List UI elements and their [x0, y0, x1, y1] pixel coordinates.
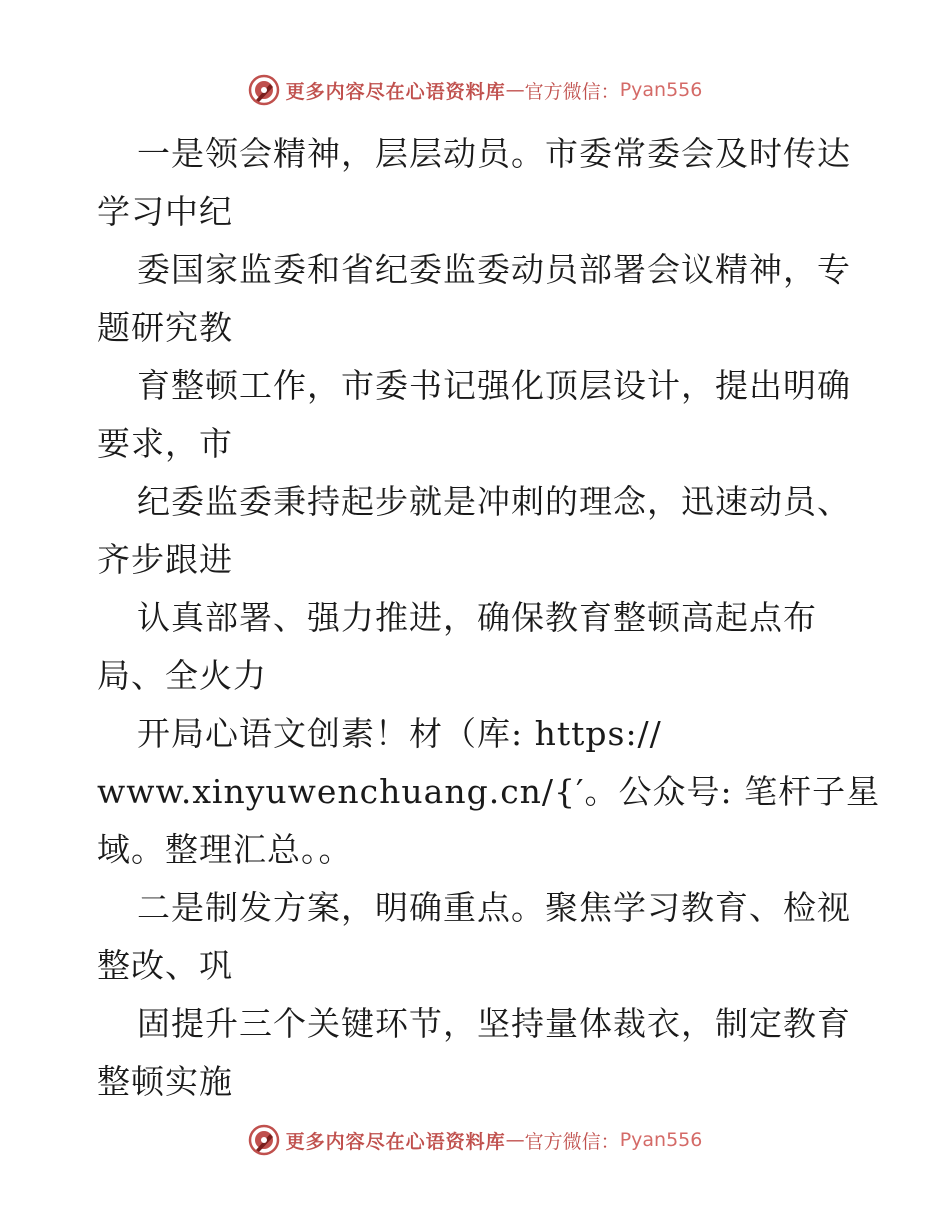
footer-banner: [0, 1122, 950, 1158]
header-brand: 更多内容尽在心语资料库: [285, 80, 506, 103]
footer-label: 官方微信：: [524, 1130, 620, 1153]
footer-separator: —: [505, 1129, 525, 1151]
body-line: www.xinyuwenchuang.cn/{′。公众号: 笔杆子星: [97, 772, 881, 811]
body-line: 固提升三个关键环节，坚持量体裁衣，制定教育: [137, 1004, 851, 1043]
footer-wechat-id: Pyan556: [619, 1129, 703, 1151]
header-banner: [0, 72, 950, 108]
document-body: [97, 125, 881, 1111]
body-line: 认真部署、强力推进，确保教育整顿高起点布: [137, 598, 817, 637]
body-line: 题研究教: [97, 308, 233, 347]
header-wechat-id: Pyan556: [619, 79, 703, 101]
body-line: 学习中纪: [97, 192, 233, 231]
body-line: 要求，市: [97, 424, 233, 463]
body-line: 一是领会精神，层层动员。市委常委会及时传达: [137, 134, 851, 173]
body-line: 二是制发方案，明确重点。聚焦学习教育、检视: [137, 888, 851, 927]
header-separator: —: [505, 79, 525, 101]
body-line: 域。整理汇总。。: [97, 830, 353, 869]
pen-logo-icon: [248, 74, 280, 106]
pen-logo-icon: [248, 1124, 280, 1156]
footer-brand: 更多内容尽在心语资料库: [285, 1130, 506, 1153]
body-line: 纪委监委秉持起步就是冲刺的理念，迅速动员、: [137, 482, 851, 521]
body-line: 整改、巩: [97, 946, 233, 985]
body-line: 整顿实施: [97, 1062, 233, 1101]
body-line: 委国家监委和省纪委监委动员部署会议精神，专: [137, 250, 851, 289]
body-line: 育整顿工作，市委书记强化顶层设计，提出明确: [137, 366, 851, 405]
body-line: 开局心语文创素！材（库: https://: [137, 714, 662, 753]
body-line: 齐步跟进: [97, 540, 233, 579]
header-label: 官方微信：: [524, 80, 620, 103]
body-line: 局、全火力: [97, 656, 267, 695]
